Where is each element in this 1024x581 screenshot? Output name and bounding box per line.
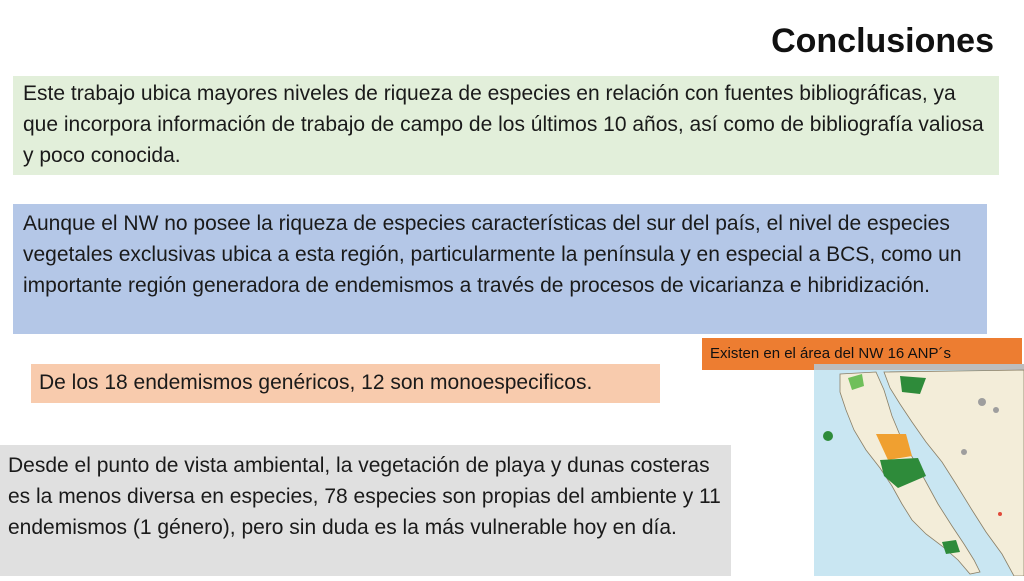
city-marker bbox=[998, 512, 1002, 516]
conclusion-box-3: De los 18 endemismos genéricos, 12 son monoespecificos. bbox=[31, 364, 660, 403]
lake-marker-1 bbox=[978, 398, 986, 406]
protected-areas-map bbox=[814, 364, 1024, 576]
lake-marker-3 bbox=[961, 449, 967, 455]
map-caption-badge: Existen en el área del NW 16 ANP´s bbox=[702, 338, 1022, 370]
conclusion-box-2: Aunque el NW no posee la riqueza de especies características del sur del país, el nivel de especies vegetales exclusivas ubica a esta región, particularmente la península y en especial a BCS, como un importante región generadora de endemismos a través de procesos de vicarianza e hibridización. bbox=[13, 204, 987, 334]
map-top-shade bbox=[814, 364, 1024, 370]
map-image bbox=[814, 364, 1024, 576]
conclusion-box-4: Desde el punto de vista ambiental, la vegetación de playa y dunas costeras es la menos diversa en especies, 78 especies son propias del ambiente y 11 endemismos (1 género), pero sin duda es la más vulnerable hoy en día. bbox=[0, 445, 731, 576]
island-marker bbox=[823, 431, 833, 441]
lake-marker-2 bbox=[993, 407, 999, 413]
conclusion-box-1: Este trabajo ubica mayores niveles de riqueza de especies en relación con fuentes bibliográficas, ya que incorpora información de trabajo de campo de los últimos 10 años, así como de bibliografía valiosa y poco conocida. bbox=[13, 76, 999, 175]
slide-title: Conclusiones bbox=[771, 22, 994, 60]
